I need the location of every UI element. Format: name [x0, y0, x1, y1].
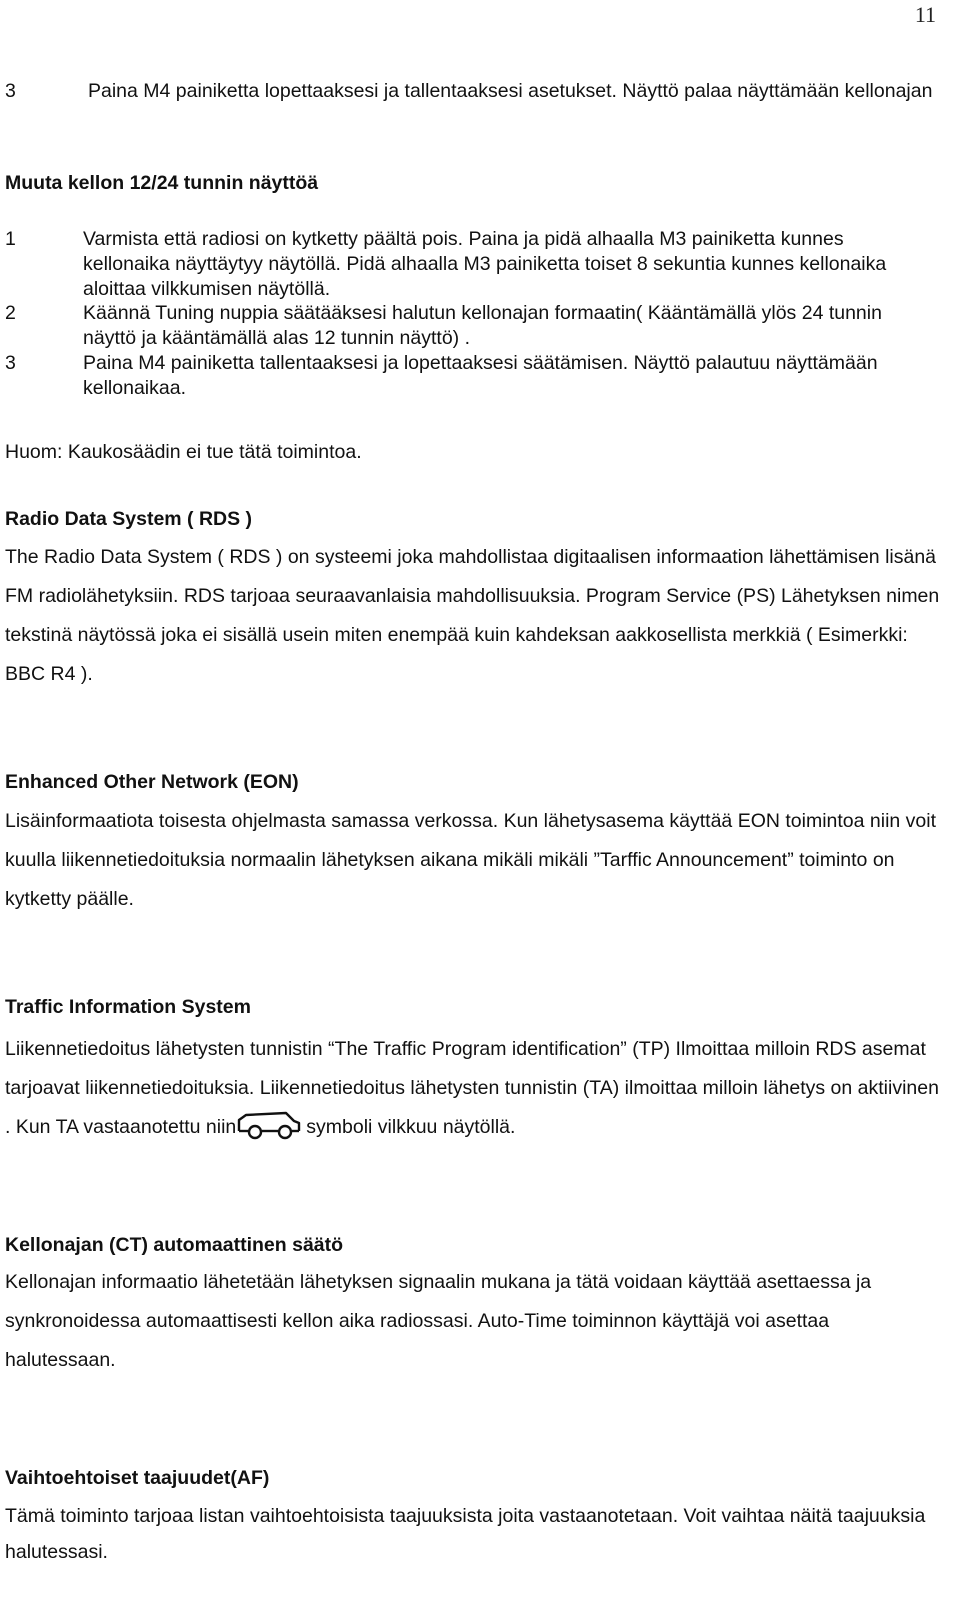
remote-note: Huom: Kaukosäädin ei tue tätä toimintoa. [5, 441, 362, 463]
ct-heading: Kellonajan (CT) automaattinen säätö [5, 1234, 344, 1256]
af-paragraph: Tämä toiminto tarjoaa listan vaihtoehtoisista taajuuksista joita vastaanotetaan. Voit vaihtaa näitä taajuuksia halutessasi. [5, 1505, 926, 1563]
step-text: Paina M4 painiketta lopettaaksesi ja tallentaaksesi asetukset. Näyttö palaa näyttämään kellonajan [88, 80, 933, 102]
clock-step-1 [5, 227, 935, 302]
step-number: 3 [5, 80, 16, 102]
step-text: Käännä Tuning nuppia säätääksesi halutun kellonajan formaatin( Kääntämällä ylös 24 tunnin näyttö ja kääntämällä alas 12 tunnin näyttö) . [83, 302, 882, 349]
eon-paragraph: Lisäinformaatiota toisesta ohjelmasta samassa verkossa. Kun lähetysasema käyttää EON toimintoa niin voit kuulla liikennetiedoituksia normaalin lähetyksen aikana mikäli mikäli ”Tarffic Announcement” toiminto on kytketty päälle. [5, 810, 937, 910]
clock-step-2 [5, 301, 935, 351]
ct-paragraph: Kellonajan informaatio lähetetään lähetyksen signaalin mukana ja tätä voidaan käyttää asettaessa ja synkronoidessa automaattisesti kellon aika radiossasi. Auto-Time toiminnon käyttäjä voi asettaa halutessaan. [5, 1271, 872, 1371]
step-number: 3 [5, 352, 16, 374]
step-3-save-settings [5, 79, 935, 104]
step-number: 1 [5, 228, 16, 250]
tis-heading: Traffic Information System [5, 996, 251, 1018]
af-heading: Vaihtoehtoiset taajuudet(AF) [5, 1467, 270, 1489]
tis-paragraph [5, 1030, 940, 1147]
clock-step-3 [5, 351, 935, 401]
step-number: 2 [5, 302, 16, 324]
rds-paragraph: The Radio Data System ( RDS ) on systeemi joka mahdollistaa digitaalisen informaation lähettämisen lisänä FM radiolähetyksiin. RDS tarjoaa seuraavanlaisia mahdollisuuksia. Program Service (PS) Lähetyksen nimen tekstinä näytössä joka ei sisällä usein miten enempää kuin kahdeksan aakkosellista merkkiä ( Esimerkki: BBC R4 ). [5, 546, 940, 685]
tis-text: Liikennetiedoitus lähetysten tunnistin “The Traffic Program identification” (TP) Ilmoittaa milloin RDS asemat tarjoavat liikennetiedoituksia. Liikennetiedoitus lähetysten tunnistin (TA) ilmoittaa milloin lähetys on aktiivinen . Kun TA vastaanotettu niin [5, 1038, 939, 1138]
tis-text-after: symboli vilkkuu näytöllä. [306, 1116, 516, 1138]
car-icon [236, 1111, 302, 1141]
rds-heading: Radio Data System ( RDS ) [5, 508, 253, 530]
step-text: Varmista että radiosi on kytketty päältä pois. Paina ja pidä alhaalla M3 painiketta kunnes kellonaika näyttäytyy näytöllä. Pidä alhaalla M3 painiketta toiset 8 sekuntia kunnes kellonaika aloittaa vilkkumisen näytöllä. [83, 228, 887, 300]
clock-format-heading: Muuta kellon 12/24 tunnin näyttöä [5, 172, 319, 194]
page-number: 11 [914, 2, 936, 27]
eon-heading: Enhanced Other Network (EON) [5, 771, 299, 793]
step-text: Paina M4 painiketta tallentaaksesi ja lopettaaksesi säätämisen. Näyttö palautuu näyttämään kellonaikaa. [83, 352, 878, 399]
